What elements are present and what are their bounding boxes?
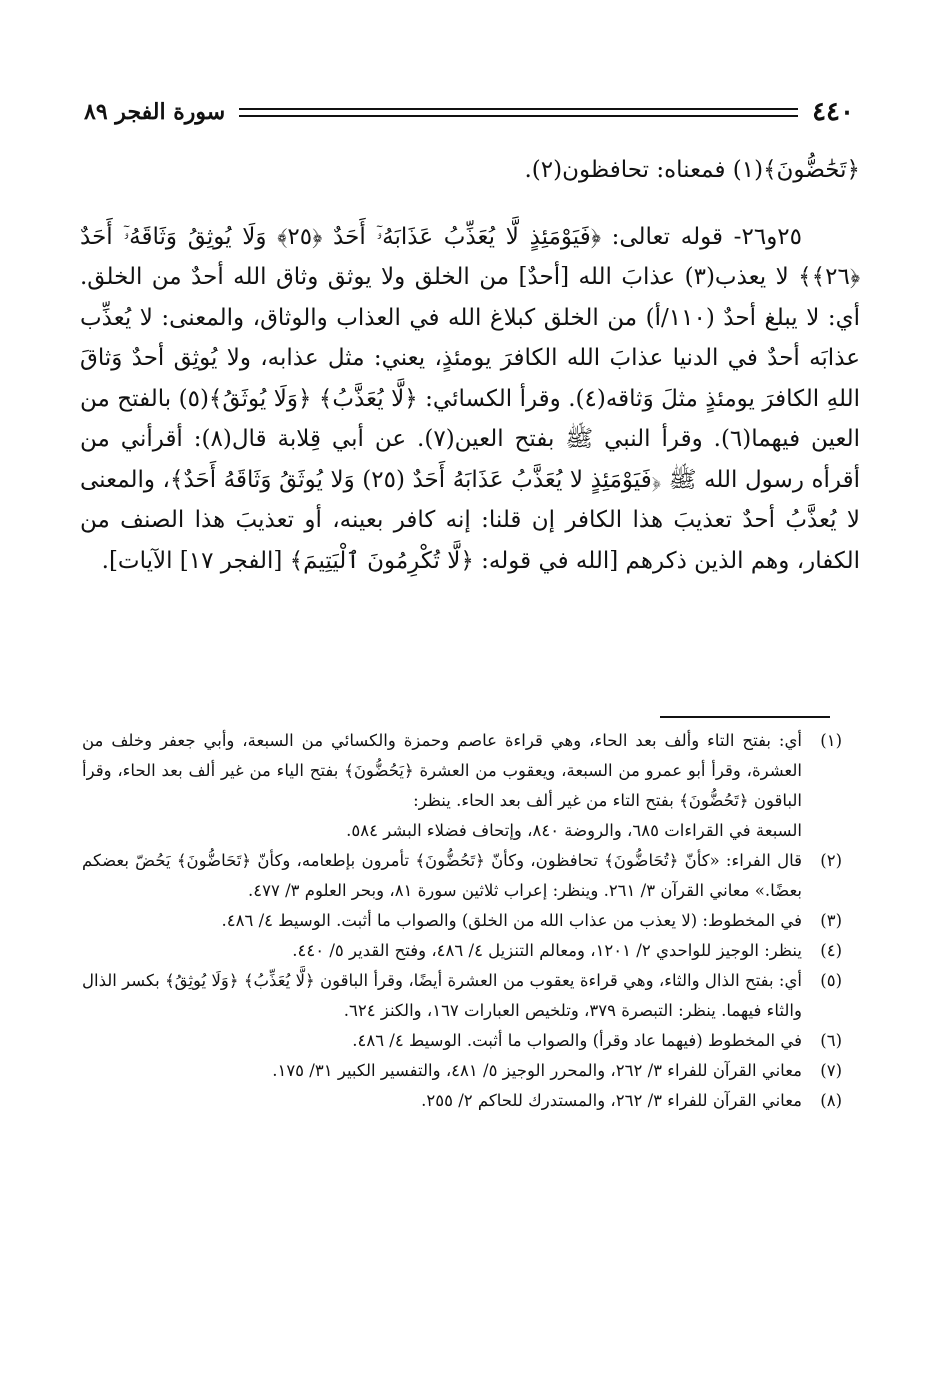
footnote-text: معاني القرآن للفراء ٣/ ٢٦٢، والمحرر الوجيز ٥/ ٤٨١، والتفسير الكبير ٣١/ ١٧٥. [272, 1061, 802, 1080]
footnote-number: (٧) [820, 1061, 842, 1080]
main-text [80, 150, 860, 581]
footnote-number: (٣) [820, 911, 842, 930]
footnote-text: في المخطوط: (لا يعذب من عذاب الله من الخلق) والصواب ما أثبت. الوسيط ٤/ ٤٨٦. [221, 911, 802, 930]
footnotes [82, 726, 842, 1116]
footnote-number: (٢) [820, 851, 842, 870]
footnote-text [82, 726, 802, 846]
footnote-4 [82, 936, 842, 966]
footnote-number: (٨) [820, 1091, 842, 1110]
footnote-8 [82, 1086, 842, 1116]
footnote-separator [660, 716, 830, 718]
paragraph-1: ﴿تَحَٰضُّونَ﴾(١) فمعناه: تحافظون(٢). [524, 157, 860, 183]
footnote-text: أي: بفتح الذال والثاء، وهي قراءة يعقوب من العشرة أيضًا، وقرأ الباقون ﴿لَّا يُعَذِّبُ﴾ ﴿وَلَا يُوثِقُ﴾ بكسر الذال والثاء فيهما. ينظر: التبصرة ٣٧٩، وتلخيص العبارات ١٦٧، والكنز ٦٢٤. [82, 971, 802, 1020]
paragraph-2: ٢٥و٢٦- قوله تعالى: ﴿فَيَوْمَئِذٍ لَّا يُعَذِّبُ عَذَابَهُۥٓ أَحَدٌ ﴿٢٥﴾ وَلَا يُوثِقُ وَثَاقَهُۥٓ أَحَدٌ ﴿٢٦﴾﴾ لا يعذب(٣) عذابَ الله [أحدٌ] من الخلق ولا يوثق وثاق الله أحدٌ من الخلق. أي: لا يبلغ أحدٌ (١١٠/أ) من الخلق كبلاغ الله في العذاب والوثاق، والمعنى: لا يُعذِّب عذابَه أحدٌ في الدنيا عذابَ الله الكافرَ يومئذٍ، يعني: مثل عذابه، ولا يُوثِق أحدٌ وَثاقَ اللهِ الكافرَ يومئذٍ مثلَ وَثاقه(٤). وقرأ الكسائي: ﴿لَّا يُعَذَّبُ﴾ ﴿وَلَا يُوثَقُ﴾(٥) بالفتح من العين فيهما(٦). وقرأ النبي ﷺ بفتح العين(٧). عن أبي قِلابة قال(٨): أقرأني من أقرأه رسول الله ﷺ ﴿فَيَوْمَئِذٍ لا يُعَذَّبُ عَذَابَهُ أَحَدٌ (٢٥) وَلا يُوثَقُ وَثَاقَهُ أَحَدٌ﴾، والمعنى لا يُعذَّبُ أحدٌ تعذيبَ هذا الكافر إن قلنا: إنه كافر بعينه، أو تعذيبَ هذا الصنف من الكفار، وهم الذين ذكرهم [الله في قوله: ﴿لَّا تُكْرِمُونَ ٱلْيَتِيمَ﴾ [الفجر ١٧] الآيات]. [80, 223, 861, 574]
footnote-text-line: أي: بفتح التاء وألف بعد الحاء، وهي قراءة عاصم وحمزة والكسائي من السبعة، وأبي جعفر وخلف من العشرة، وقرأ أبو عمرو من السبعة، ويعقوب من العشرة ﴿يَحُضُّونَ﴾ بفتح الياء من غير ألف بعد الحاء، وقرأ الباقون ﴿تَحُضُّونَ﴾ بفتح التاء من غير ألف بعد الحاء. ينظر: [82, 731, 802, 810]
footnote-text-line: السبعة في القراءات ٦٨٥، والروضة ٨٤٠، وإتحاف فضلاء البشر ٥٨٤. [346, 821, 802, 840]
footnote-3 [82, 906, 842, 936]
footnote-7 [82, 1056, 842, 1086]
footnote-6 [82, 1026, 842, 1056]
footnote-text: قال الفراء: «كأنّ ﴿تُحَاضُّونَ﴾ تحافظون، وكأنّ ﴿تَحُضُّونَ﴾ تأمرون بإطعامه، وكأنّ ﴿تَحَاضُّونَ﴾ يَحُضّ بعضكم بعضًا.» معاني القرآن ٣/ ٢٦١. وينظر: إعراب ثلاثين سورة ٨١، وبحر العلوم ٣/ ٤٧٧. [82, 851, 802, 900]
footnote-text: في المخطوط (فيهما عاد وقرأ) والصواب ما أثبت. الوسيط ٤/ ٤٨٦. [352, 1031, 802, 1050]
footnote-1 [82, 726, 842, 846]
footnote-text: معاني القرآن للفراء ٣/ ٢٦٢، والمستدرك للحاكم ٢/ ٢٥٥. [421, 1091, 802, 1110]
page-header [84, 92, 854, 132]
footnote-number: (١) [820, 731, 842, 750]
page-number: ٤٤٠ [812, 97, 854, 127]
surah-title: سورة الفجر ٨٩ [84, 99, 226, 125]
footnote-number: (٤) [820, 941, 842, 960]
footnote-text: ينظر: الوجيز للواحدي ٢/ ١٢٠١، ومعالم التنزيل ٤/ ٤٨٦، وفتح القدير ٥/ ٤٤٠. [292, 941, 802, 960]
footnote-number: (٥) [820, 971, 842, 990]
header-rule [239, 108, 798, 117]
footnote-5 [82, 966, 842, 1026]
footnote-number: (٦) [820, 1031, 842, 1050]
footnote-2 [82, 846, 842, 906]
